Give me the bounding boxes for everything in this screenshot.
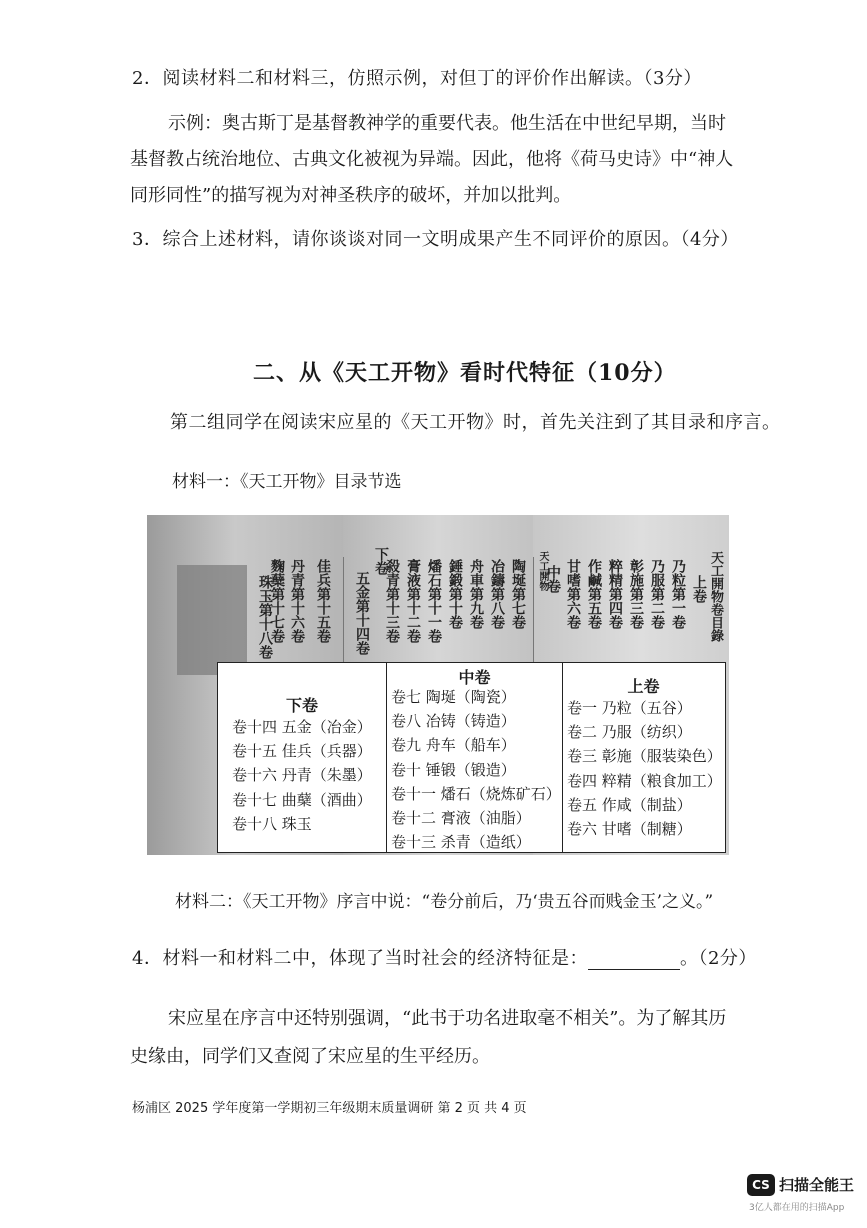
question-2: 2．阅读材料二和材料三，仿照示例，对但丁的评价作出解读。（3分） (132, 68, 702, 89)
toc-middle-volume (386, 663, 562, 852)
right-page-sub: 上卷 (691, 575, 707, 603)
section-title: 二、从《天工开物》看时代特征（10分） (253, 360, 677, 386)
toc-middle-item: 卷八 冶铸（铸造） (391, 712, 516, 731)
question-2-example: 示例：奥古斯丁是基督教神学的重要代表。他生活在中世纪早期，当时基督教占统治地位、古典文化被视为异端。因此，他将《荷马史诗》中“神人同形同性”的描写视为对神圣秩序的破坏，并加以批判。 (130, 113, 734, 206)
middle-col-8: 五金第十四卷 (354, 571, 370, 655)
middle-col-1: 陶埏第七卷 (510, 559, 526, 629)
toc-middle-item: 卷十三 杀青（造纸） (391, 833, 531, 852)
toc-middle-head: 中卷 (458, 668, 491, 687)
answer-blank[interactable] (588, 951, 680, 970)
question-4-suffix: 。（2分） (679, 948, 757, 969)
question-4-prefix: 4．材料一和材料二中，体现了当时社会的经济特征是： (132, 948, 588, 969)
biography-paragraph: 宋应星在序言中还特别强调，“此书于功名进取毫不相关”。为了解其历史缘由，同学们又查阅了宋应星的生平经历。 (130, 1008, 727, 1067)
toc-middle-item: 卷十二 膏液（油脂） (391, 809, 531, 828)
right-col-3: 彰施第三卷 (628, 559, 644, 629)
left-col-4: 珠玉第十八卷 (257, 575, 273, 659)
right-col-2: 乃服第二卷 (649, 559, 665, 629)
middle-page-sub: 下卷 (373, 547, 389, 575)
toc-lower-item: 卷十四 五金（冶金） (232, 718, 372, 736)
right-page-mid: 中卷 (545, 565, 561, 593)
section-intro: 第二组同学在阅读宋应星的《天工开物》时，首先关注到了其目录和序言。 (170, 412, 781, 433)
toc-middle-item: 卷十一 燔石（烧炼矿石） (391, 784, 561, 803)
left-col-2: 丹青第十六卷 (289, 559, 305, 643)
toc-upper-item: 卷五 作咸（制盐） (567, 795, 692, 814)
toc-upper-item: 卷六 甘嗜（制糖） (567, 820, 692, 839)
left-col-1: 佳兵第十五卷 (315, 559, 331, 643)
damaged-area (177, 565, 247, 675)
toc-lower-item: 卷十五 佳兵（兵器） (232, 742, 372, 761)
question-3: 3．综合上述材料，请你谈谈对同一文明成果产生不同评价的原因。（4分） (132, 229, 739, 250)
app-tagline: 3亿人都在用的扫描App (749, 1203, 845, 1213)
middle-col-7: 殺青第十三卷 (384, 559, 400, 643)
toc-upper-item: 卷四 粹精（粮食加工） (567, 771, 722, 790)
toc-middle-item: 卷十 锤锻（锻造） (391, 760, 516, 779)
question-4 (132, 944, 757, 970)
toc-upper-item: 卷三 彰施（服装染色） (567, 747, 722, 766)
toc-middle-item: 卷九 舟车（船车） (391, 736, 516, 755)
toc-lower-item: 卷十七 曲蘖（酒曲） (232, 790, 372, 809)
cs-logo-icon: CS (747, 1174, 775, 1196)
toc-lower-head: 下卷 (285, 696, 318, 715)
right-col-5: 作鹹第五卷 (586, 559, 602, 629)
toc-upper-item: 卷一 乃粒（五谷） (567, 699, 692, 717)
right-page-head: 天工開物卷目錄 (708, 551, 723, 642)
middle-col-4: 錘鍛第十卷 (447, 559, 463, 629)
toc-upper-item: 卷二 乃服（纺织） (567, 723, 692, 742)
material-2: 材料二：《天工开物》序言中说：“卷分前后，乃‘贵五谷而贱金玉’之义。” (175, 892, 714, 912)
toc-lower-item: 卷十八 珠玉 (232, 814, 312, 833)
middle-col-3: 舟車第九卷 (468, 559, 484, 629)
toc-table (217, 662, 726, 853)
page-footer: 杨浦区 2025 学年度第一学期初三年级期末质量调研 第 2 页 共 4 页 (132, 1101, 527, 1116)
left-col-3: 麴蘖第十七卷 (269, 559, 285, 643)
app-name: 扫描全能王 (779, 1176, 855, 1194)
right-col-1: 乃粒第一卷 (670, 559, 686, 629)
material-1-label: 材料一：《天工开物》目录节选 (172, 472, 402, 492)
toc-middle-item: 卷七 陶埏（陶瓷） (391, 688, 516, 706)
toc-lower-item: 卷十六 丹青（朱墨） (232, 766, 372, 785)
middle-col-5: 燔石第十一卷 (426, 559, 442, 643)
toc-upper-head: 上卷 (627, 677, 660, 696)
toc-upper-volume (562, 663, 724, 852)
toc-lower-volume (218, 663, 386, 852)
scanner-watermark (747, 1170, 862, 1220)
middle-col-6: 膏液第十二卷 (405, 559, 421, 643)
right-col-6: 甘嗜第六卷 (565, 559, 581, 629)
middle-col-2: 冶鑄第八卷 (489, 559, 505, 629)
right-col-4: 粹精第四卷 (607, 559, 623, 629)
right-page-side: 天工開物 (537, 551, 548, 591)
